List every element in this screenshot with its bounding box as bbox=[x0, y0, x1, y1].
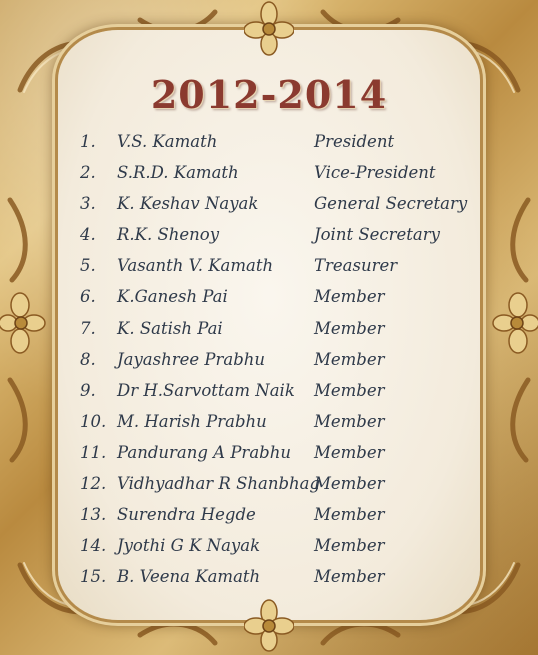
member-name: Vasanth V. Kamath bbox=[117, 256, 274, 276]
member-name: Pandurang A Prabhu bbox=[117, 442, 291, 462]
flower-ornament-icon bbox=[244, 598, 294, 654]
member-name: K. Satish Pai bbox=[117, 318, 223, 338]
member-number: 5. bbox=[80, 256, 96, 276]
list-item bbox=[0, 530, 538, 561]
member-role: Treasurer bbox=[314, 256, 398, 276]
member-role: Member bbox=[314, 380, 385, 400]
member-role: Member bbox=[314, 536, 385, 556]
list-item bbox=[0, 499, 538, 530]
list-item bbox=[0, 250, 538, 281]
member-name: R.K. Shenoy bbox=[117, 225, 220, 245]
member-name: Jayashree Prabhu bbox=[117, 349, 266, 369]
member-role: Joint Secretary bbox=[314, 225, 440, 245]
member-role: Member bbox=[314, 442, 385, 462]
member-number: 2. bbox=[80, 163, 96, 183]
list-item bbox=[0, 406, 538, 437]
member-role: Member bbox=[314, 505, 385, 525]
list-item bbox=[0, 157, 538, 188]
member-role: Member bbox=[314, 474, 385, 494]
member-role: Vice-President bbox=[314, 163, 436, 183]
member-name: V.S. Kamath bbox=[117, 132, 218, 151]
member-name: K.Ganesh Pai bbox=[117, 287, 228, 307]
member-role: Member bbox=[314, 349, 385, 369]
member-name: Vidhyadhar R Shanbhag bbox=[117, 474, 321, 494]
member-role: Member bbox=[314, 411, 385, 431]
member-number: 15. bbox=[80, 567, 107, 587]
member-role: President bbox=[314, 132, 395, 151]
member-number: 13. bbox=[80, 505, 107, 525]
committee-list bbox=[0, 126, 538, 592]
list-item bbox=[0, 126, 538, 157]
list-item bbox=[0, 281, 538, 312]
member-number: 3. bbox=[80, 194, 96, 214]
list-item bbox=[0, 375, 538, 406]
member-role: Member bbox=[314, 318, 385, 338]
member-number: 7. bbox=[80, 318, 96, 338]
member-number: 4. bbox=[80, 225, 96, 245]
member-number: 11. bbox=[80, 442, 107, 462]
member-name: Jyothi G K Nayak bbox=[117, 536, 261, 556]
page-title: 2012-2014 bbox=[150, 72, 388, 117]
member-role: General Secretary bbox=[314, 194, 468, 214]
member-number: 9. bbox=[80, 380, 96, 400]
member-number: 14. bbox=[80, 536, 107, 556]
member-number: 12. bbox=[80, 474, 107, 494]
member-name: Dr H.Sarvottam Naik bbox=[117, 380, 295, 400]
list-item bbox=[0, 219, 538, 250]
member-name: K. Keshav Nayak bbox=[117, 194, 259, 214]
member-number: 6. bbox=[80, 287, 96, 307]
list-item bbox=[0, 344, 538, 375]
member-name: M. Harish Prabhu bbox=[117, 411, 267, 431]
member-role: Member bbox=[314, 567, 385, 587]
member-number: 1. bbox=[80, 132, 96, 151]
member-number: 8. bbox=[80, 349, 96, 369]
member-name: Surendra Hegde bbox=[117, 505, 256, 525]
list-item bbox=[0, 561, 538, 592]
list-item bbox=[0, 188, 538, 219]
member-number: 10. bbox=[80, 411, 107, 431]
list-item bbox=[0, 468, 538, 499]
member-name: B. Veena Kamath bbox=[117, 567, 261, 587]
member-name: S.R.D. Kamath bbox=[117, 163, 239, 183]
member-role: Member bbox=[314, 287, 385, 307]
flower-ornament-icon bbox=[244, 0, 294, 56]
list-item bbox=[0, 437, 538, 468]
list-item bbox=[0, 313, 538, 344]
